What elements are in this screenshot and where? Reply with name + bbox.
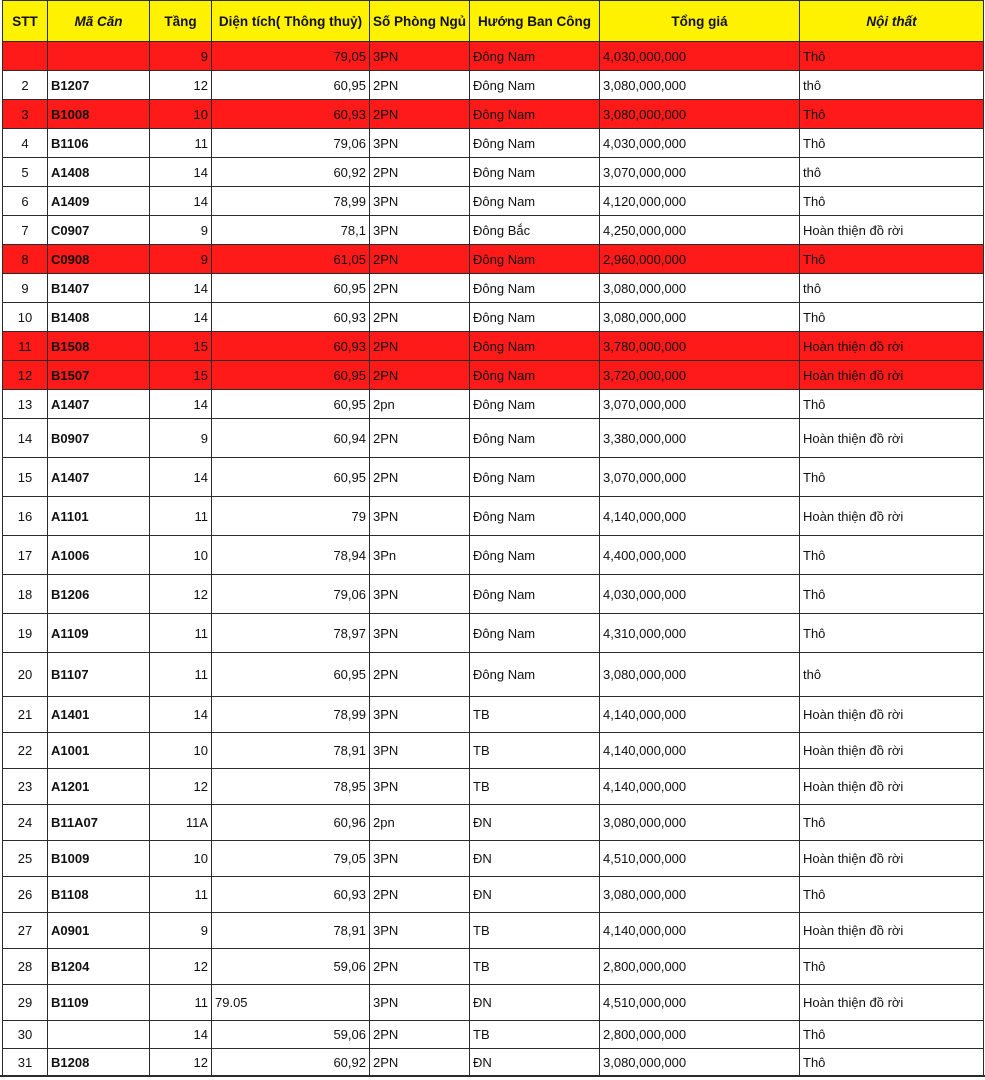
bottom-divider bbox=[0, 1075, 985, 1077]
apartment-price-table bbox=[2, 0, 984, 1077]
cell-balcony-direction: Đông Nam bbox=[470, 332, 600, 361]
cell-floor: 14 bbox=[150, 303, 212, 332]
cell-furnishing: Thô bbox=[800, 614, 984, 653]
table-row bbox=[3, 390, 984, 419]
cell-stt: 24 bbox=[3, 805, 48, 841]
cell-unit-code bbox=[48, 1021, 150, 1049]
cell-bedrooms: 3PN bbox=[370, 841, 470, 877]
cell-unit-code: B1108 bbox=[48, 877, 150, 913]
table-row bbox=[3, 100, 984, 129]
table-row bbox=[3, 42, 984, 71]
cell-bedrooms: 3PN bbox=[370, 575, 470, 614]
table-row bbox=[3, 158, 984, 187]
cell-furnishing: Hoàn thiện đồ rời bbox=[800, 769, 984, 805]
cell-furnishing: Hoàn thiện đồ rời bbox=[800, 913, 984, 949]
cell-area: 59,06 bbox=[212, 949, 370, 985]
cell-balcony-direction: TB bbox=[470, 769, 600, 805]
cell-total-price: 4,030,000,000 bbox=[600, 129, 800, 158]
cell-area: 78,95 bbox=[212, 769, 370, 805]
cell-furnishing: Hoàn thiện đồ rời bbox=[800, 697, 984, 733]
header-furnishing: Nội thất bbox=[800, 1, 984, 42]
cell-unit-code: B0907 bbox=[48, 419, 150, 458]
cell-bedrooms: 3PN bbox=[370, 985, 470, 1021]
cell-floor: 14 bbox=[150, 187, 212, 216]
cell-furnishing: thô bbox=[800, 653, 984, 697]
cell-balcony-direction: Đông Nam bbox=[470, 129, 600, 158]
cell-area: 78,91 bbox=[212, 733, 370, 769]
cell-floor: 11 bbox=[150, 129, 212, 158]
cell-bedrooms: 2PN bbox=[370, 1021, 470, 1049]
cell-balcony-direction: Đông Nam bbox=[470, 653, 600, 697]
cell-bedrooms: 3PN bbox=[370, 216, 470, 245]
cell-unit-code: B11A07 bbox=[48, 805, 150, 841]
cell-floor: 11 bbox=[150, 877, 212, 913]
cell-floor: 11 bbox=[150, 614, 212, 653]
cell-furnishing: Thô bbox=[800, 245, 984, 274]
cell-furnishing: Thô bbox=[800, 949, 984, 985]
cell-total-price: 4,140,000,000 bbox=[600, 769, 800, 805]
cell-total-price: 2,960,000,000 bbox=[600, 245, 800, 274]
cell-total-price: 3,080,000,000 bbox=[600, 274, 800, 303]
cell-balcony-direction: ĐN bbox=[470, 841, 600, 877]
cell-stt: 28 bbox=[3, 949, 48, 985]
cell-unit-code bbox=[48, 42, 150, 71]
cell-stt: 29 bbox=[3, 985, 48, 1021]
table-row bbox=[3, 877, 984, 913]
cell-stt: 9 bbox=[3, 274, 48, 303]
cell-bedrooms: 2PN bbox=[370, 458, 470, 497]
cell-area: 79 bbox=[212, 497, 370, 536]
cell-floor: 15 bbox=[150, 361, 212, 390]
cell-bedrooms: 3PN bbox=[370, 42, 470, 71]
cell-balcony-direction: Đông Nam bbox=[470, 158, 600, 187]
cell-stt: 4 bbox=[3, 129, 48, 158]
cell-furnishing: Hoàn thiện đồ rời bbox=[800, 419, 984, 458]
table-row bbox=[3, 575, 984, 614]
cell-unit-code: B1507 bbox=[48, 361, 150, 390]
cell-balcony-direction: ĐN bbox=[470, 805, 600, 841]
table-row bbox=[3, 841, 984, 877]
cell-bedrooms: 3PN bbox=[370, 187, 470, 216]
cell-balcony-direction: Đông Nam bbox=[470, 575, 600, 614]
cell-unit-code: B1208 bbox=[48, 1049, 150, 1077]
cell-unit-code: B1009 bbox=[48, 841, 150, 877]
cell-balcony-direction: TB bbox=[470, 949, 600, 985]
cell-stt: 22 bbox=[3, 733, 48, 769]
table-row bbox=[3, 949, 984, 985]
cell-floor: 15 bbox=[150, 332, 212, 361]
cell-floor: 12 bbox=[150, 949, 212, 985]
cell-unit-code: C0907 bbox=[48, 216, 150, 245]
table-row bbox=[3, 497, 984, 536]
cell-balcony-direction: Đông Nam bbox=[470, 458, 600, 497]
cell-unit-code: B1206 bbox=[48, 575, 150, 614]
cell-bedrooms: 2PN bbox=[370, 332, 470, 361]
cell-floor: 11A bbox=[150, 805, 212, 841]
cell-total-price: 4,030,000,000 bbox=[600, 575, 800, 614]
cell-area: 59,06 bbox=[212, 1021, 370, 1049]
cell-area: 78,99 bbox=[212, 187, 370, 216]
cell-floor: 11 bbox=[150, 985, 212, 1021]
cell-unit-code: A1109 bbox=[48, 614, 150, 653]
cell-total-price: 4,120,000,000 bbox=[600, 187, 800, 216]
cell-unit-code: A1006 bbox=[48, 536, 150, 575]
cell-balcony-direction: Đông Nam bbox=[470, 303, 600, 332]
cell-furnishing: Hoàn thiện đồ rời bbox=[800, 497, 984, 536]
cell-furnishing: Thô bbox=[800, 303, 984, 332]
cell-bedrooms: 2PN bbox=[370, 949, 470, 985]
header-balcony-direction: Hướng Ban Công bbox=[470, 1, 600, 42]
table-row bbox=[3, 697, 984, 733]
cell-bedrooms: 2PN bbox=[370, 158, 470, 187]
cell-floor: 14 bbox=[150, 1021, 212, 1049]
cell-floor: 10 bbox=[150, 841, 212, 877]
cell-area: 61,05 bbox=[212, 245, 370, 274]
cell-bedrooms: 3PN bbox=[370, 733, 470, 769]
cell-total-price: 3,080,000,000 bbox=[600, 71, 800, 100]
cell-balcony-direction: ĐN bbox=[470, 1049, 600, 1077]
cell-area: 78,97 bbox=[212, 614, 370, 653]
cell-stt: 19 bbox=[3, 614, 48, 653]
cell-furnishing: Hoàn thiện đồ rời bbox=[800, 985, 984, 1021]
cell-stt: 23 bbox=[3, 769, 48, 805]
cell-furnishing: Thô bbox=[800, 100, 984, 129]
cell-stt: 20 bbox=[3, 653, 48, 697]
cell-area: 78,91 bbox=[212, 913, 370, 949]
header-floor: Tầng bbox=[150, 1, 212, 42]
cell-furnishing: Thô bbox=[800, 42, 984, 71]
cell-stt: 13 bbox=[3, 390, 48, 419]
cell-furnishing: Hoàn thiện đồ rời bbox=[800, 361, 984, 390]
cell-bedrooms: 2PN bbox=[370, 877, 470, 913]
cell-stt: 25 bbox=[3, 841, 48, 877]
cell-total-price: 2,800,000,000 bbox=[600, 949, 800, 985]
cell-floor: 14 bbox=[150, 274, 212, 303]
cell-stt: 18 bbox=[3, 575, 48, 614]
cell-stt bbox=[3, 42, 48, 71]
cell-area: 79,05 bbox=[212, 42, 370, 71]
cell-furnishing: Thô bbox=[800, 575, 984, 614]
cell-bedrooms: 2PN bbox=[370, 303, 470, 332]
cell-furnishing: thô bbox=[800, 158, 984, 187]
cell-floor: 12 bbox=[150, 1049, 212, 1077]
cell-furnishing: Thô bbox=[800, 536, 984, 575]
cell-unit-code: B1207 bbox=[48, 71, 150, 100]
cell-bedrooms: 2PN bbox=[370, 653, 470, 697]
cell-bedrooms: 2PN bbox=[370, 245, 470, 274]
cell-balcony-direction: ĐN bbox=[470, 877, 600, 913]
cell-balcony-direction: Đông Nam bbox=[470, 42, 600, 71]
cell-area: 60,95 bbox=[212, 653, 370, 697]
cell-unit-code: B1204 bbox=[48, 949, 150, 985]
cell-stt: 16 bbox=[3, 497, 48, 536]
cell-furnishing: Thô bbox=[800, 877, 984, 913]
cell-area: 60,93 bbox=[212, 332, 370, 361]
table-row bbox=[3, 187, 984, 216]
cell-bedrooms: 3PN bbox=[370, 614, 470, 653]
cell-balcony-direction: Đông Nam bbox=[470, 536, 600, 575]
cell-floor: 12 bbox=[150, 575, 212, 614]
cell-area: 60,95 bbox=[212, 390, 370, 419]
cell-balcony-direction: Đông Bắc bbox=[470, 216, 600, 245]
table-row bbox=[3, 653, 984, 697]
cell-stt: 12 bbox=[3, 361, 48, 390]
cell-stt: 21 bbox=[3, 697, 48, 733]
cell-total-price: 4,140,000,000 bbox=[600, 697, 800, 733]
cell-bedrooms: 3PN bbox=[370, 913, 470, 949]
cell-stt: 30 bbox=[3, 1021, 48, 1049]
cell-balcony-direction: Đông Nam bbox=[470, 419, 600, 458]
cell-bedrooms: 3PN bbox=[370, 697, 470, 733]
cell-floor: 14 bbox=[150, 697, 212, 733]
cell-total-price: 4,510,000,000 bbox=[600, 841, 800, 877]
cell-floor: 11 bbox=[150, 653, 212, 697]
cell-unit-code: A1001 bbox=[48, 733, 150, 769]
price-list-sheet bbox=[2, 0, 984, 1077]
table-row bbox=[3, 71, 984, 100]
cell-balcony-direction: Đông Nam bbox=[470, 361, 600, 390]
cell-bedrooms: 2PN bbox=[370, 274, 470, 303]
cell-bedrooms: 3Pn bbox=[370, 536, 470, 575]
cell-floor: 9 bbox=[150, 42, 212, 71]
cell-furnishing: Thô bbox=[800, 129, 984, 158]
cell-area: 78,1 bbox=[212, 216, 370, 245]
cell-area: 60,93 bbox=[212, 303, 370, 332]
cell-total-price: 3,780,000,000 bbox=[600, 332, 800, 361]
cell-bedrooms: 2PN bbox=[370, 100, 470, 129]
cell-bedrooms: 2PN bbox=[370, 1049, 470, 1077]
cell-balcony-direction: ĐN bbox=[470, 985, 600, 1021]
cell-unit-code: A1407 bbox=[48, 390, 150, 419]
cell-floor: 9 bbox=[150, 913, 212, 949]
cell-total-price: 4,030,000,000 bbox=[600, 42, 800, 71]
cell-bedrooms: 3PN bbox=[370, 497, 470, 536]
cell-furnishing: thô bbox=[800, 274, 984, 303]
header-total-price: Tổng giá bbox=[600, 1, 800, 42]
cell-stt: 3 bbox=[3, 100, 48, 129]
table-row bbox=[3, 274, 984, 303]
cell-furnishing: Thô bbox=[800, 187, 984, 216]
header-bedrooms: Số Phòng Ngủ bbox=[370, 1, 470, 42]
cell-unit-code: A1101 bbox=[48, 497, 150, 536]
header-stt: STT bbox=[3, 1, 48, 42]
table-row bbox=[3, 216, 984, 245]
cell-furnishing: Hoàn thiện đồ rời bbox=[800, 733, 984, 769]
cell-furnishing: Hoàn thiện đồ rời bbox=[800, 216, 984, 245]
cell-stt: 14 bbox=[3, 419, 48, 458]
cell-unit-code: B1508 bbox=[48, 332, 150, 361]
header-area: Diện tích( Thông thuỷ) bbox=[212, 1, 370, 42]
table-row bbox=[3, 303, 984, 332]
cell-stt: 2 bbox=[3, 71, 48, 100]
cell-stt: 11 bbox=[3, 332, 48, 361]
cell-balcony-direction: Đông Nam bbox=[470, 245, 600, 274]
cell-area: 78,99 bbox=[212, 697, 370, 733]
cell-bedrooms: 2PN bbox=[370, 361, 470, 390]
cell-area: 78,94 bbox=[212, 536, 370, 575]
cell-total-price: 3,080,000,000 bbox=[600, 877, 800, 913]
cell-balcony-direction: TB bbox=[470, 697, 600, 733]
cell-bedrooms: 2pn bbox=[370, 390, 470, 419]
cell-balcony-direction: TB bbox=[470, 1021, 600, 1049]
cell-floor: 14 bbox=[150, 458, 212, 497]
cell-unit-code: C0908 bbox=[48, 245, 150, 274]
cell-floor: 12 bbox=[150, 769, 212, 805]
cell-unit-code: A1407 bbox=[48, 458, 150, 497]
cell-stt: 10 bbox=[3, 303, 48, 332]
cell-total-price: 3,070,000,000 bbox=[600, 390, 800, 419]
cell-stt: 17 bbox=[3, 536, 48, 575]
cell-unit-code: A0901 bbox=[48, 913, 150, 949]
cell-furnishing: thô bbox=[800, 71, 984, 100]
cell-unit-code: B1408 bbox=[48, 303, 150, 332]
cell-furnishing: Thô bbox=[800, 1021, 984, 1049]
cell-floor: 10 bbox=[150, 733, 212, 769]
cell-total-price: 3,070,000,000 bbox=[600, 158, 800, 187]
cell-total-price: 3,380,000,000 bbox=[600, 419, 800, 458]
cell-area: 60,93 bbox=[212, 877, 370, 913]
cell-bedrooms: 2PN bbox=[370, 71, 470, 100]
cell-stt: 15 bbox=[3, 458, 48, 497]
cell-total-price: 3,720,000,000 bbox=[600, 361, 800, 390]
cell-floor: 10 bbox=[150, 536, 212, 575]
table-row bbox=[3, 1021, 984, 1049]
cell-floor: 14 bbox=[150, 158, 212, 187]
cell-total-price: 3,070,000,000 bbox=[600, 458, 800, 497]
cell-furnishing: Hoàn thiện đồ rời bbox=[800, 841, 984, 877]
cell-total-price: 3,080,000,000 bbox=[600, 805, 800, 841]
cell-total-price: 3,080,000,000 bbox=[600, 1049, 800, 1077]
cell-area: 60,92 bbox=[212, 158, 370, 187]
cell-total-price: 3,080,000,000 bbox=[600, 100, 800, 129]
cell-floor: 10 bbox=[150, 100, 212, 129]
cell-balcony-direction: TB bbox=[470, 913, 600, 949]
table-row bbox=[3, 733, 984, 769]
cell-floor: 14 bbox=[150, 390, 212, 419]
cell-total-price: 2,800,000,000 bbox=[600, 1021, 800, 1049]
cell-area: 60,93 bbox=[212, 100, 370, 129]
table-row bbox=[3, 536, 984, 575]
cell-area: 79.05 bbox=[212, 985, 370, 1021]
cell-furnishing: Hoàn thiện đồ rời bbox=[800, 332, 984, 361]
cell-stt: 7 bbox=[3, 216, 48, 245]
cell-area: 60,95 bbox=[212, 458, 370, 497]
table-row bbox=[3, 1049, 984, 1077]
cell-total-price: 4,140,000,000 bbox=[600, 733, 800, 769]
table-row bbox=[3, 614, 984, 653]
cell-floor: 12 bbox=[150, 71, 212, 100]
cell-bedrooms: 2PN bbox=[370, 419, 470, 458]
cell-unit-code: A1408 bbox=[48, 158, 150, 187]
cell-unit-code: A1409 bbox=[48, 187, 150, 216]
table-row bbox=[3, 913, 984, 949]
cell-area: 60,95 bbox=[212, 361, 370, 390]
cell-total-price: 3,080,000,000 bbox=[600, 303, 800, 332]
cell-total-price: 4,310,000,000 bbox=[600, 614, 800, 653]
cell-area: 60,96 bbox=[212, 805, 370, 841]
cell-total-price: 4,250,000,000 bbox=[600, 216, 800, 245]
cell-balcony-direction: TB bbox=[470, 733, 600, 769]
cell-total-price: 4,140,000,000 bbox=[600, 913, 800, 949]
cell-stt: 5 bbox=[3, 158, 48, 187]
cell-furnishing: Thô bbox=[800, 805, 984, 841]
cell-unit-code: A1201 bbox=[48, 769, 150, 805]
header-row bbox=[3, 1, 984, 42]
table-row bbox=[3, 332, 984, 361]
cell-total-price: 4,510,000,000 bbox=[600, 985, 800, 1021]
cell-unit-code: B1008 bbox=[48, 100, 150, 129]
table-row bbox=[3, 129, 984, 158]
cell-stt: 27 bbox=[3, 913, 48, 949]
cell-floor: 9 bbox=[150, 419, 212, 458]
cell-total-price: 3,080,000,000 bbox=[600, 653, 800, 697]
cell-area: 60,95 bbox=[212, 274, 370, 303]
cell-balcony-direction: Đông Nam bbox=[470, 71, 600, 100]
table-row bbox=[3, 769, 984, 805]
table-row bbox=[3, 245, 984, 274]
cell-stt: 8 bbox=[3, 245, 48, 274]
cell-unit-code: B1407 bbox=[48, 274, 150, 303]
cell-total-price: 4,140,000,000 bbox=[600, 497, 800, 536]
cell-area: 79,05 bbox=[212, 841, 370, 877]
cell-bedrooms: 3PN bbox=[370, 769, 470, 805]
table-row bbox=[3, 985, 984, 1021]
cell-furnishing: Thô bbox=[800, 390, 984, 419]
cell-floor: 9 bbox=[150, 245, 212, 274]
table-row bbox=[3, 361, 984, 390]
cell-balcony-direction: Đông Nam bbox=[470, 497, 600, 536]
cell-unit-code: B1106 bbox=[48, 129, 150, 158]
table-row bbox=[3, 458, 984, 497]
header-unit-code: Mã Căn bbox=[48, 1, 150, 42]
cell-total-price: 4,400,000,000 bbox=[600, 536, 800, 575]
cell-area: 60,94 bbox=[212, 419, 370, 458]
cell-balcony-direction: Đông Nam bbox=[470, 390, 600, 419]
cell-unit-code: A1401 bbox=[48, 697, 150, 733]
cell-furnishing: Thô bbox=[800, 458, 984, 497]
cell-balcony-direction: Đông Nam bbox=[470, 614, 600, 653]
cell-area: 79,06 bbox=[212, 575, 370, 614]
table-body bbox=[3, 42, 984, 1077]
cell-unit-code: B1107 bbox=[48, 653, 150, 697]
cell-floor: 11 bbox=[150, 497, 212, 536]
cell-floor: 9 bbox=[150, 216, 212, 245]
cell-bedrooms: 2pn bbox=[370, 805, 470, 841]
table-row bbox=[3, 805, 984, 841]
cell-area: 60,92 bbox=[212, 1049, 370, 1077]
cell-stt: 26 bbox=[3, 877, 48, 913]
cell-balcony-direction: Đông Nam bbox=[470, 274, 600, 303]
cell-unit-code: B1109 bbox=[48, 985, 150, 1021]
cell-furnishing: Thô bbox=[800, 1049, 984, 1077]
cell-bedrooms: 3PN bbox=[370, 129, 470, 158]
cell-balcony-direction: Đông Nam bbox=[470, 187, 600, 216]
cell-balcony-direction: Đông Nam bbox=[470, 100, 600, 129]
cell-area: 60,95 bbox=[212, 71, 370, 100]
cell-stt: 31 bbox=[3, 1049, 48, 1077]
cell-stt: 6 bbox=[3, 187, 48, 216]
table-row bbox=[3, 419, 984, 458]
cell-area: 79,06 bbox=[212, 129, 370, 158]
